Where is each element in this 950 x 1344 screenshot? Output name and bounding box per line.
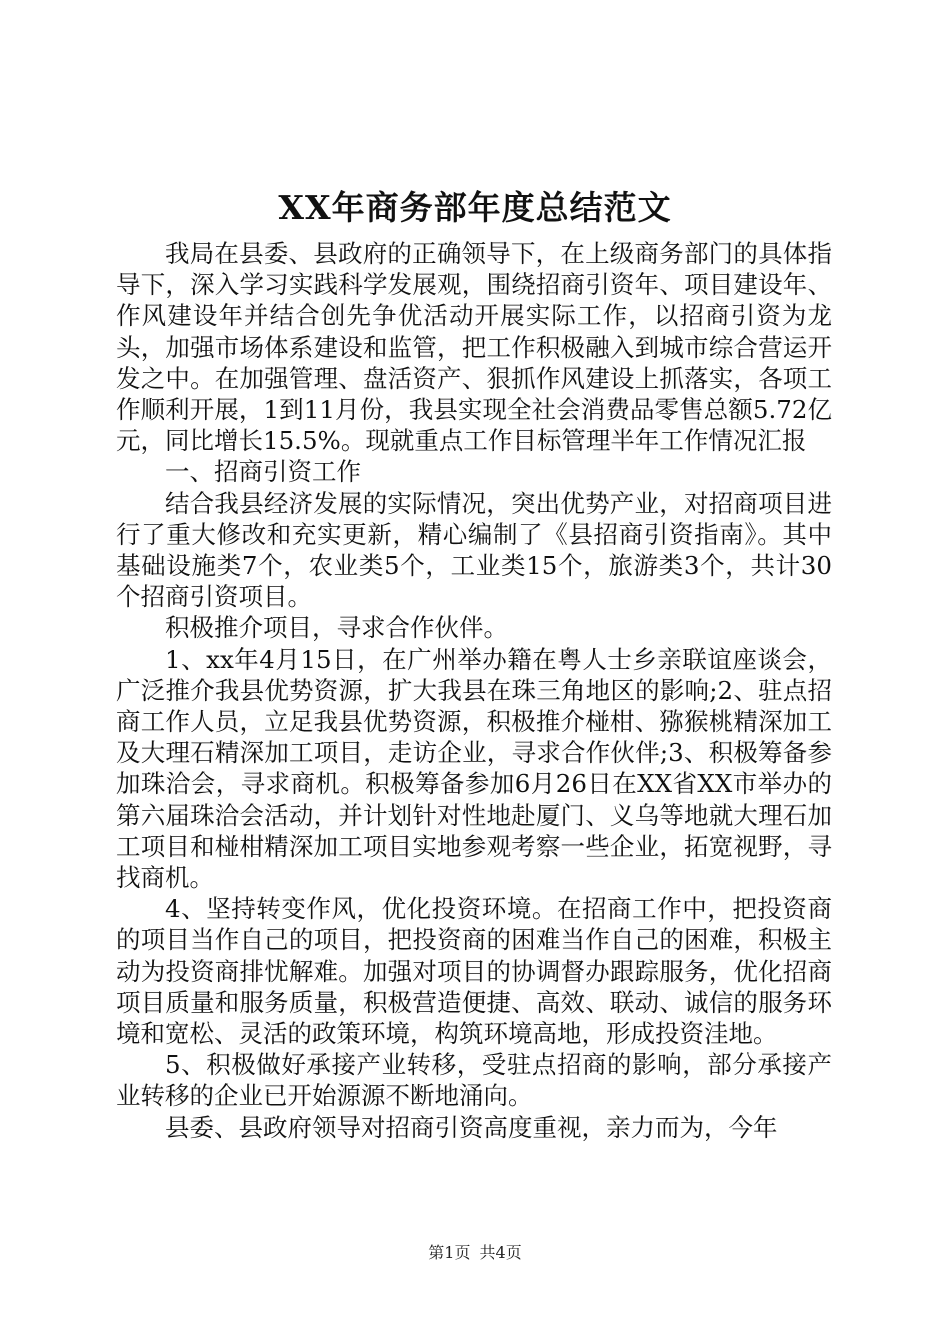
- page-number-total: 共4页: [479, 1243, 522, 1262]
- page-footer: [0, 1242, 950, 1264]
- paragraph-leadership: 县委、县政府领导对招商引资高度重视，亲力而为，今年: [165, 1112, 778, 1142]
- paragraph-investment-guide: 结合我县经济发展的实际情况，突出优势产业，对招商项目进行了重大修改和充实更新，精心编制了《县招商引资指南》。其中基础设施类7个，农业类5个，工业类15个，旅游类3个，共计30个招商引资项目。: [116, 488, 832, 612]
- document-title: XX年商务部年度总结范文: [278, 188, 672, 227]
- paragraph-item-5: 5、积极做好承接产业转移，受驻点招商的影响，部分承接产业转移的企业已开始源源不断地涌向。: [116, 1050, 832, 1111]
- paragraph-item-1-3: 1、xx年4月15日，在广州举办籍在粤人士乡亲联谊座谈会，广泛推介我县优势资源，扩大我县在珠三角地区的影响;2、驻点招商工作人员，立足我县优势资源，积极推介椪柑、猕猴桃精深加工及大理石精深加工项目，走访企业，寻求合作伙伴;3、积极筹备参加珠洽会，寻求商机。积极筹备参加6月26日在XX省XX市举办的第六届珠洽会活动，并计划针对性地赴厦门、义乌等地就大理石加工项目和椪柑精深加工项目实地参观考察一些企业，拓宽视野，寻找商机。: [116, 644, 832, 893]
- document-body: [116, 238, 832, 1143]
- paragraph-intro: 我局在县委、县政府的正确领导下，在上级商务部门的具体指导下，深入学习实践科学发展观，围绕招商引资年、项目建设年、作风建设年并结合创先争优活动开展实际工作，以招商引资为龙头，加强市场体系建设和监管，把工作积极融入到城市综合营运开发之中。在加强管理、盘活资产、狠抓作风建设上抓落实，各项工作顺利开展，1到11月份，我县实现全社会消费品零售总额5.72亿元，同比增长15.5%。现就重点工作目标管理半年工作情况汇报: [116, 239, 832, 456]
- paragraph-promote-projects: 积极推介项目，寻求合作伙伴。: [165, 613, 508, 643]
- paragraph-item-4: 4、坚持转变作风，优化投资环境。在招商工作中，把投资商的项目当作自己的项目，把投资商的困难当作自己的困难，积极主动为投资商排忧解难。加强对项目的协调督办跟踪服务，优化招商项目质量和服务质量，积极营造便捷、高效、联动、诚信的服务环境和宽松、灵活的政策环境，构筑环境高地，形成投资洼地。: [116, 894, 832, 1049]
- page-number-current: 第1页: [428, 1243, 471, 1262]
- section-heading-investment: 一、招商引资工作: [165, 457, 361, 487]
